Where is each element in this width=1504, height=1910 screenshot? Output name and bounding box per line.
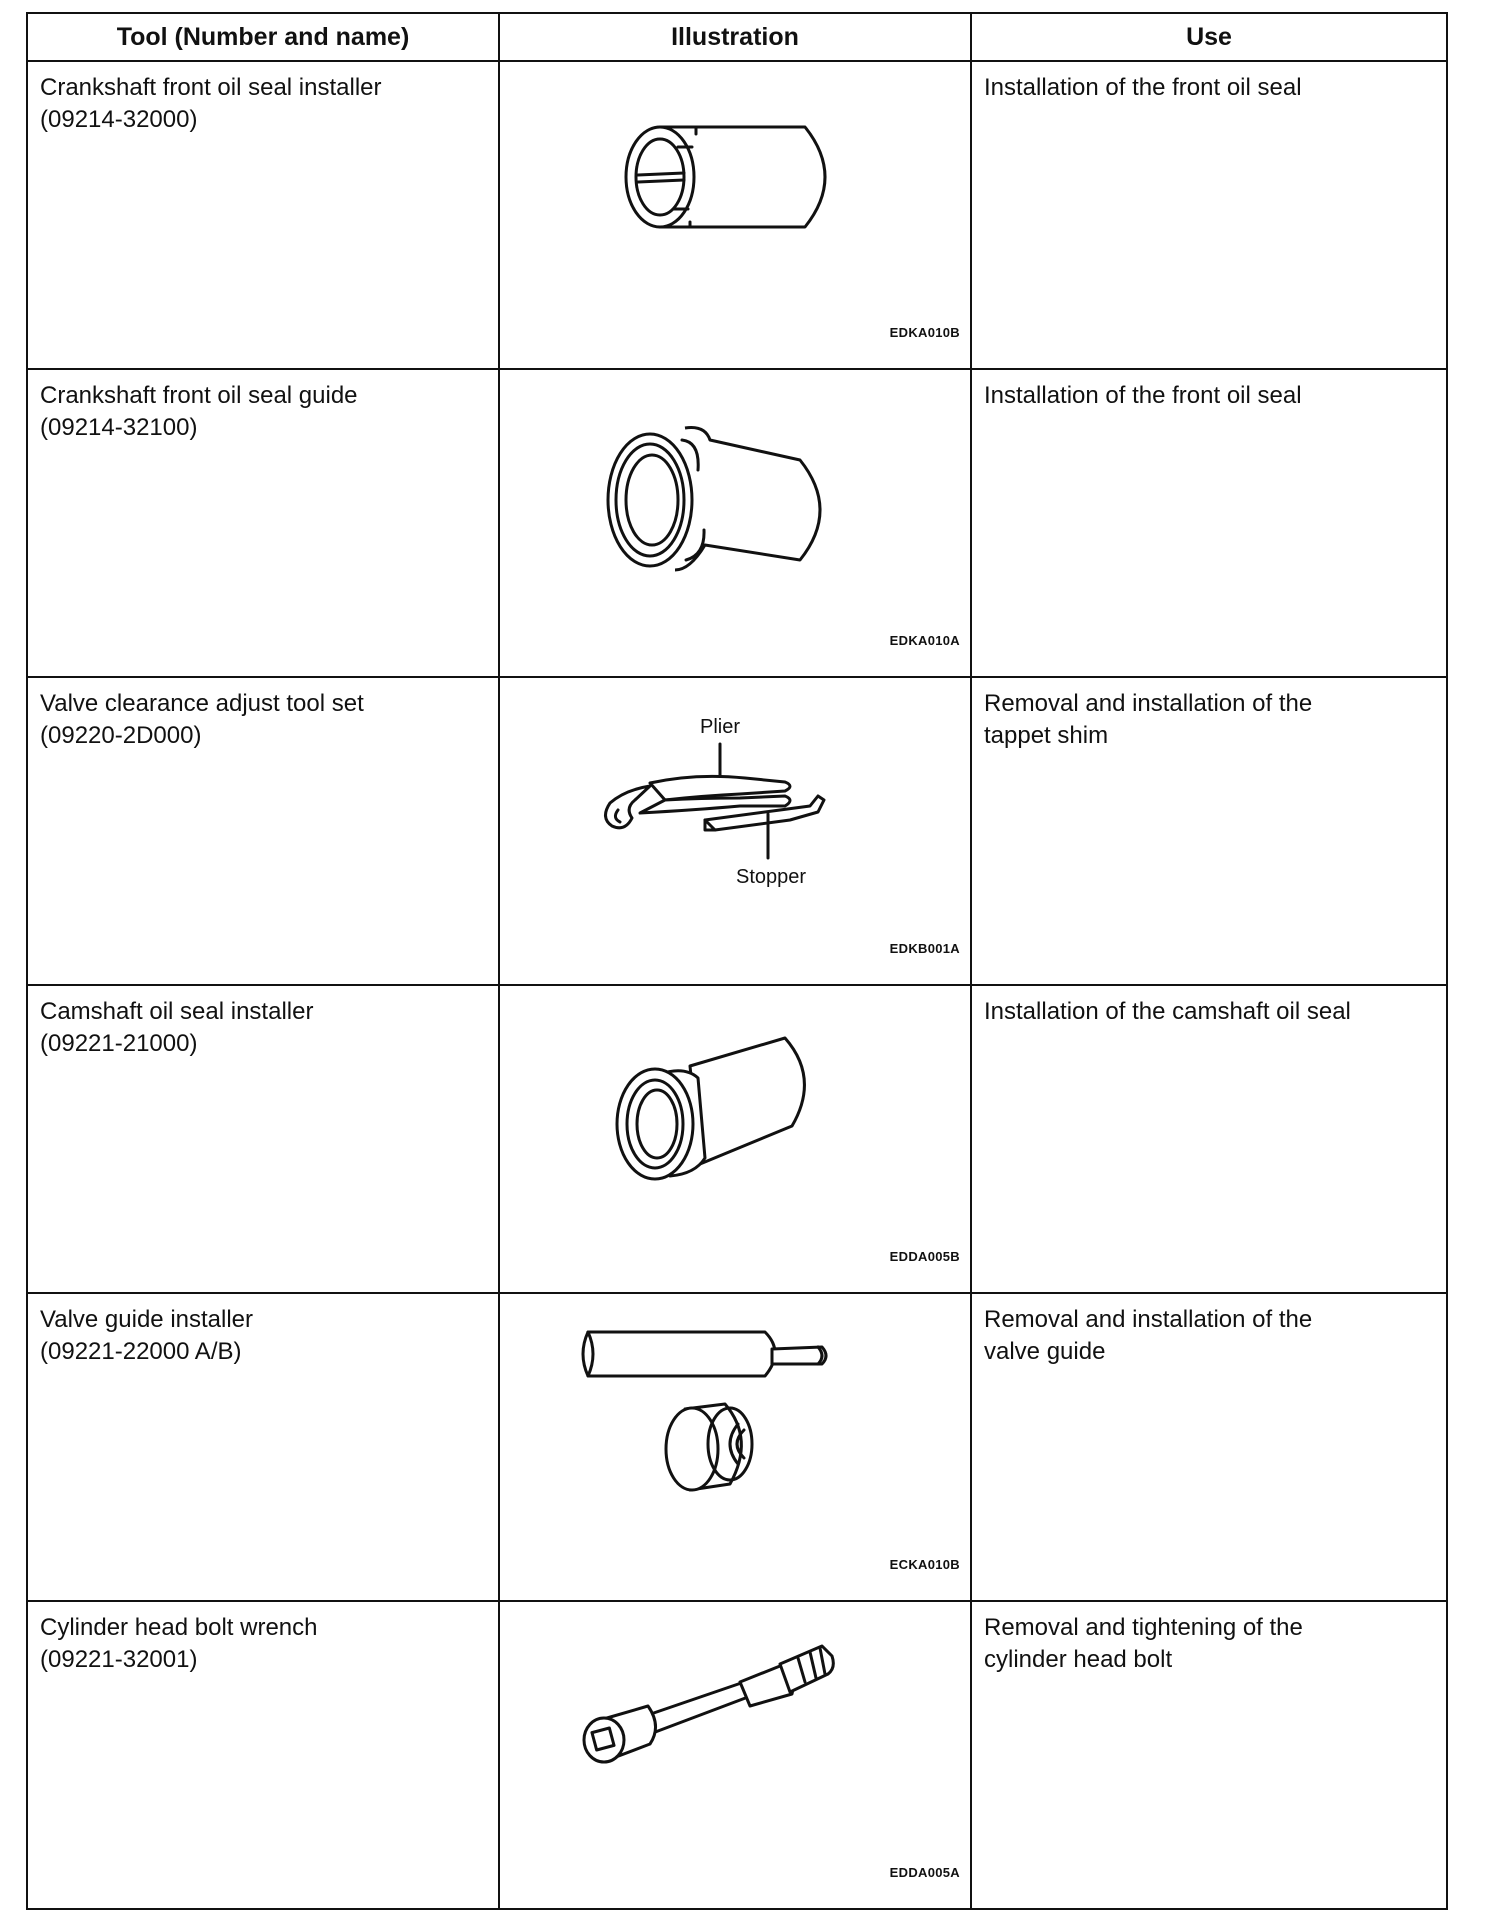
table-row xyxy=(27,985,1447,1293)
seal-installer-icon xyxy=(500,62,972,348)
bolt-wrench-icon xyxy=(500,1602,972,1888)
header-tool: Tool (Number and name) xyxy=(27,13,499,61)
use-text-line1: Removal and installation of the xyxy=(984,690,1313,717)
table-row xyxy=(27,1601,1447,1909)
tool-number: (09221-32001) xyxy=(40,1646,198,1673)
use-text-line2: tappet shim xyxy=(984,722,1109,749)
tool-cell xyxy=(27,61,499,369)
plier-label: Plier xyxy=(700,716,741,738)
figure-code: EDDA005B xyxy=(889,1249,960,1264)
tool-number: (09220-2D000) xyxy=(40,722,202,749)
illustration-cell xyxy=(499,985,971,1293)
use-text-line1: Removal and tightening of the xyxy=(984,1614,1303,1641)
use-text-line2: cylinder head bolt xyxy=(984,1646,1173,1673)
tool-cell xyxy=(27,1293,499,1601)
stopper-label: Stopper xyxy=(736,866,807,888)
tool-number: (09221-21000) xyxy=(40,1030,198,1057)
illustration-cell xyxy=(499,61,971,369)
tool-cell xyxy=(27,369,499,677)
tool-cell xyxy=(27,677,499,985)
use-cell xyxy=(971,985,1447,1293)
tool-number: (09214-32000) xyxy=(40,106,198,133)
figure-code: EDDA005A xyxy=(889,1865,960,1880)
figure-code: EDKA010A xyxy=(889,633,960,648)
tool-name: Crankshaft front oil seal installer xyxy=(40,74,382,101)
special-tools-table xyxy=(26,12,1448,1910)
table-row xyxy=(27,677,1447,985)
illustration-cell xyxy=(499,1293,971,1601)
tool-name: Camshaft oil seal installer xyxy=(40,998,314,1025)
use-cell xyxy=(971,61,1447,369)
header-illustration: Illustration xyxy=(499,13,971,61)
illustration-cell xyxy=(499,1601,971,1909)
use-text-line1: Installation of the front oil seal xyxy=(984,382,1302,409)
use-text-line1: Installation of the front oil seal xyxy=(984,74,1302,101)
use-cell xyxy=(971,369,1447,677)
valve-guide-installer-icon xyxy=(500,1294,972,1580)
use-cell xyxy=(971,677,1447,985)
tool-number: (09214-32100) xyxy=(40,414,198,441)
tool-name: Valve guide installer xyxy=(40,1306,254,1333)
figure-code: EDKB001A xyxy=(889,941,960,956)
plier-stopper-icon xyxy=(500,678,972,964)
seal-guide-icon xyxy=(500,370,972,656)
table-row xyxy=(27,1293,1447,1601)
use-text-line1: Removal and installation of the xyxy=(984,1306,1313,1333)
tool-cell xyxy=(27,1601,499,1909)
use-text-line1: Installation of the camshaft oil seal xyxy=(984,998,1351,1025)
camshaft-seal-installer-icon xyxy=(500,986,972,1272)
use-cell xyxy=(971,1601,1447,1909)
figure-code: EDKA010B xyxy=(889,325,960,340)
header-use: Use xyxy=(971,13,1447,61)
use-cell xyxy=(971,1293,1447,1601)
table-header-row xyxy=(27,13,1447,61)
illustration-cell xyxy=(499,677,971,985)
tool-name: Valve clearance adjust tool set xyxy=(40,690,364,717)
figure-code: ECKA010B xyxy=(889,1557,960,1572)
table-row xyxy=(27,369,1447,677)
tool-name: Cylinder head bolt wrench xyxy=(40,1614,318,1641)
tool-name: Crankshaft front oil seal guide xyxy=(40,382,358,409)
table-row xyxy=(27,61,1447,369)
illustration-cell xyxy=(499,369,971,677)
special-tools-page xyxy=(26,12,1446,1910)
use-text-line2: valve guide xyxy=(984,1338,1106,1365)
tool-number: (09221-22000 A/B) xyxy=(40,1338,242,1365)
tool-cell xyxy=(27,985,499,1293)
